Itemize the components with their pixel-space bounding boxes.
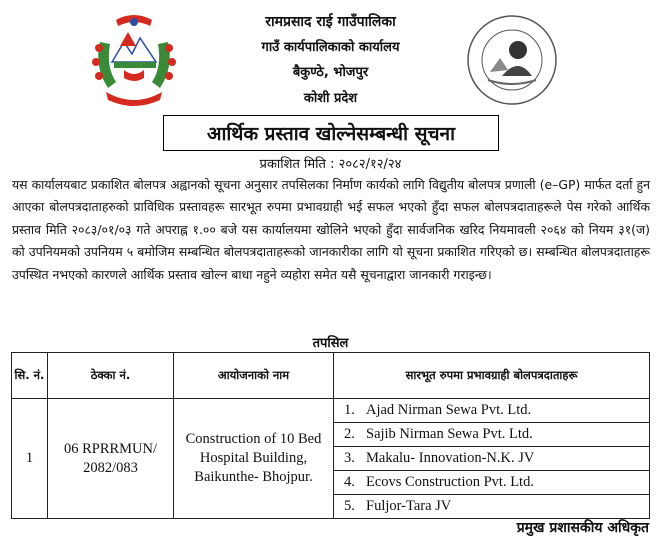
notice-title: आर्थिक प्रस्ताव खोल्नेसम्बन्धी सूचना	[163, 115, 499, 151]
list-item: 5. Fuljor-Tara JV	[344, 498, 452, 514]
cell-contract-no: 06 RPRRMUN/ 2082/083	[48, 399, 174, 519]
notice-body: यस कार्यालयबाट प्रकाशित बोलपत्र अह्वानको सूचना अनुसार तपसिलका निर्माण कार्यको लागि विद्युतीय बोलपत्र प्रणाली (e–GP) मार्फत दर्ता हुन आएका बोलपत्रदाताहरुको प्राविधिक प्रस्तावहरू सारभूत रुपमा प्रभावग्राही भई सफल भएको हुँदा सफल बोलपत्रदाताहरूले पेस गरेको आर्थिक प्रस्ताव मिति २०८३/०१/०३ गते अपराह्न १.०० बजे यस कार्यालयमा खोलिने भएको हुँदा सार्वजनिक खरिद नियमावली २०६४ को नियम ३१(ज) को उपनियमको उपनियम ५ बमोजिम सम्बन्धित बोलपत्रदाताहरूको जानकारीका लागि यो सूचना प्रकाशित गरिएको छ। सम्बन्धित बोलपत्रदाताहरू उपस्थित नभएको कारणले आर्थिक प्रस्ताव खोल्न बाधा नहुने व्यहोरा समेत यसै सूचनाद्वारा जानकारी गराइन्छ।	[12, 177, 650, 282]
office-location: बैकुण्ठे, भोजपुर	[292, 65, 369, 80]
list-item: 1. Ajad Nirman Sewa Pvt. Ltd.	[334, 399, 649, 423]
municipality-name: रामप्रसाद राई गाउँपालिका	[265, 14, 396, 30]
table-row	[12, 399, 650, 519]
header-bidders: सारभूत रुपमा प्रभावग्राही बोलपत्रदाताहरू	[334, 353, 650, 399]
table-header-row	[12, 353, 650, 399]
province-name: कोशी प्रदेश	[303, 91, 358, 106]
header-contract-no: ठेक्का नं.	[48, 353, 174, 399]
header-project-name: आयोजनाको नाम	[174, 353, 334, 399]
list-item: 3. Makalu- Innovation-N.K. JV	[334, 447, 649, 471]
list-item: 2. Sajib Nirman Sewa Pvt. Ltd.	[334, 423, 649, 447]
bidders-table	[11, 352, 650, 519]
published-date: प्रकाशित मिति : २०८२/१२/२४	[259, 157, 402, 172]
header-sn: सि. नं.	[12, 353, 48, 399]
signature-title: प्रमुख प्रशासकीय अधिकृत	[516, 520, 649, 536]
office-name: गाउँ कार्यपालिकाको कार्यालय	[261, 40, 400, 55]
cell-bidders-list	[334, 399, 650, 519]
list-item: 4. Ecovs Construction Pvt. Ltd.	[334, 471, 649, 495]
cell-project-name: Construction of 10 Bed Hospital Building, Baikunthe- Bhojpur.	[174, 399, 334, 519]
table-heading: तपसिल	[312, 336, 349, 351]
cell-sn: 1	[12, 399, 48, 519]
